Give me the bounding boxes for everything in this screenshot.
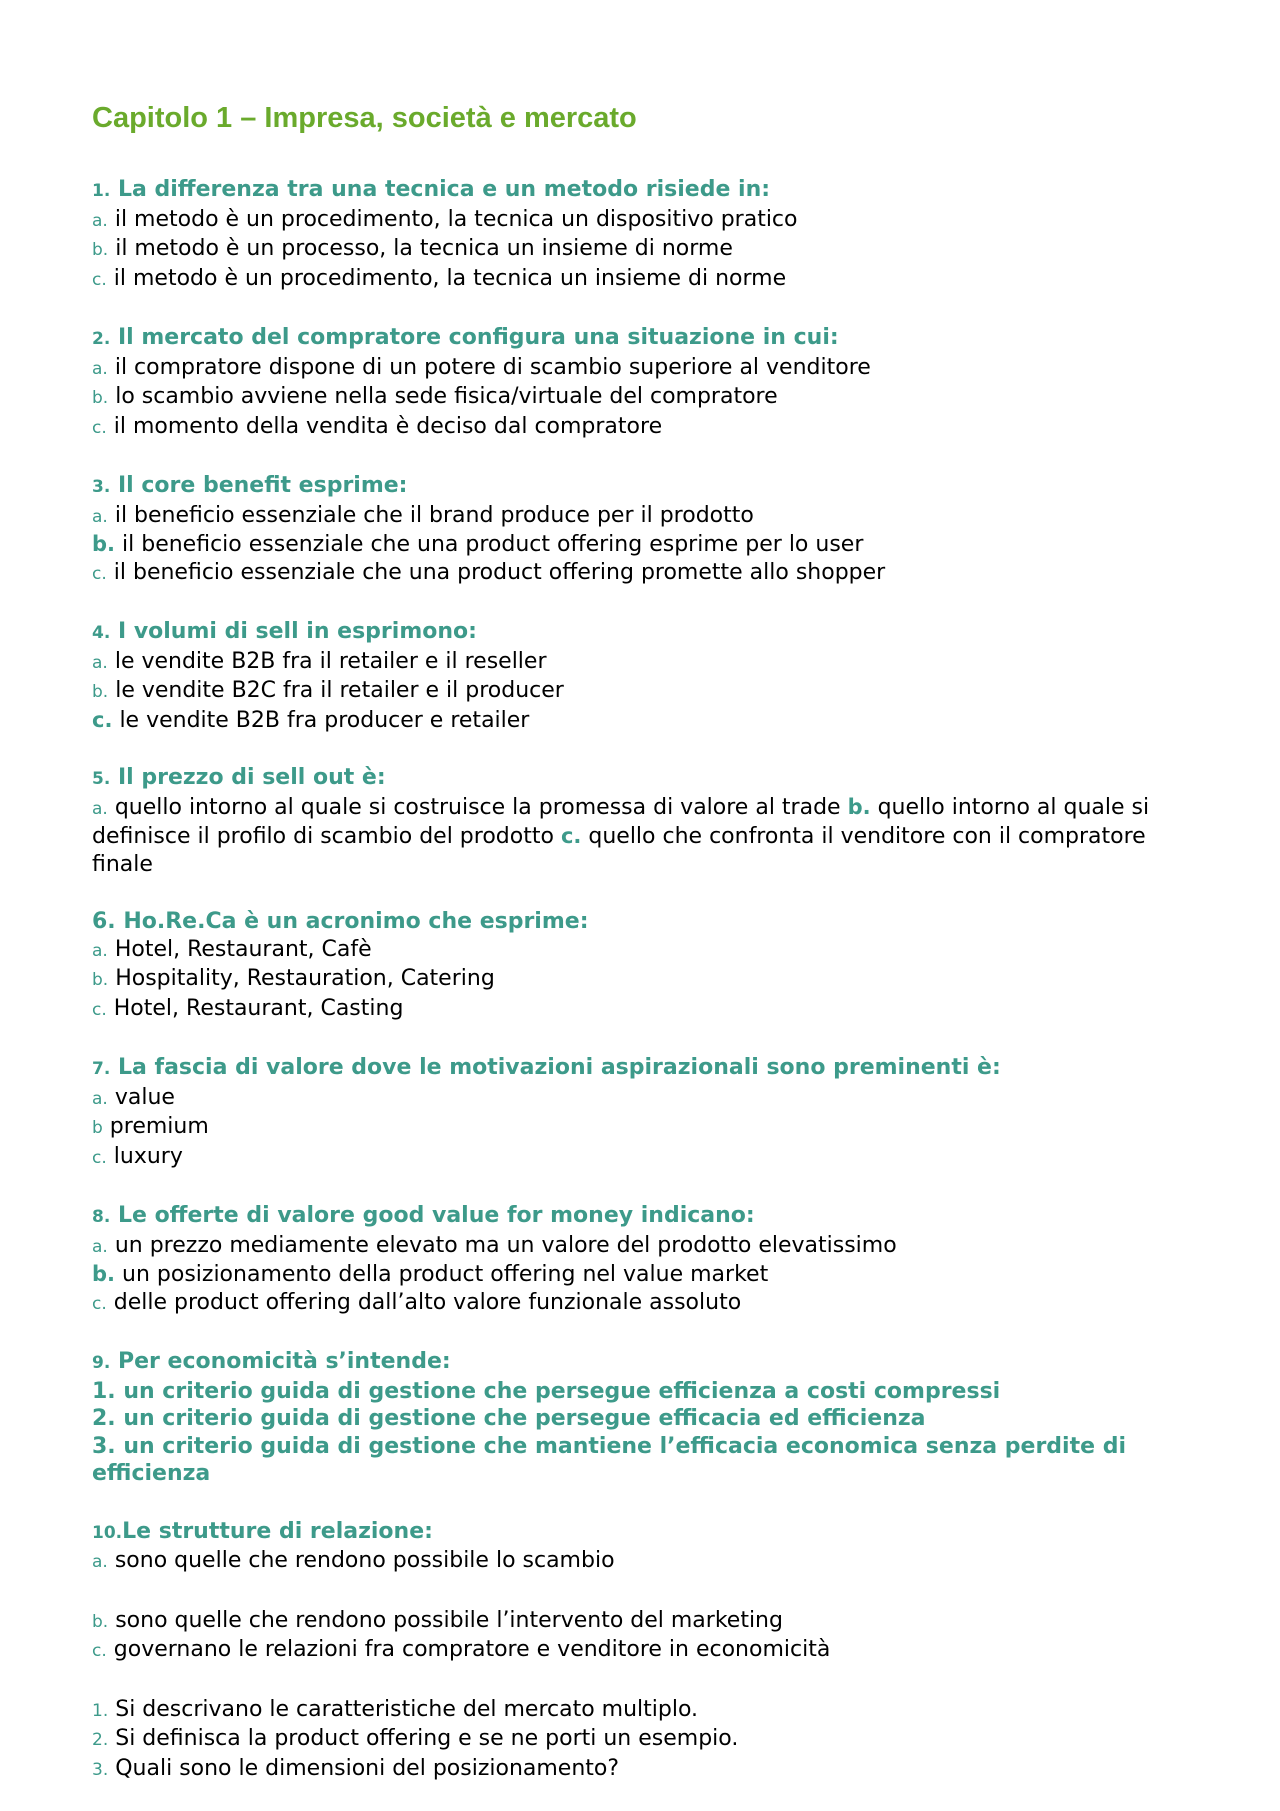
option-text: quello intorno al quale si definisce il profilo di scambio del prodotto <box>92 794 1150 849</box>
question-text: Per economicità s’intende: <box>117 1349 451 1374</box>
option-letter: b. <box>92 1611 109 1632</box>
question-text: Il prezzo di sell out è: <box>117 765 386 790</box>
option-a <box>92 354 1220 384</box>
question-number: 9. <box>92 1353 111 1373</box>
option-a <box>92 936 1220 966</box>
option-3: 3. un criterio guida di gestione che mantiene l’efficacia economica senza perdite di efficienza <box>92 1433 1126 1486</box>
option-text: sono quelle che rendono possibile lo scambio <box>114 1548 615 1573</box>
question-number: 8. <box>92 1207 111 1227</box>
question-number: 2. <box>92 329 111 349</box>
option-c <box>92 1289 1220 1319</box>
question-text: Le offerte di valore good value for money indicano: <box>117 1203 755 1228</box>
question-text: La fascia di valore dove le motivazioni aspirazionali sono preminenti è: <box>117 1055 1001 1080</box>
question-number: 10. <box>92 1522 123 1543</box>
option-text: il beneficio essenziale che una product offering esprime per lo user <box>122 532 864 557</box>
question-heading <box>92 1348 1220 1378</box>
option-c <box>92 265 1220 295</box>
open-question <box>92 1725 1220 1755</box>
option-letter: a. <box>92 1236 108 1257</box>
question-text: Il core benefit esprime: <box>117 473 408 498</box>
option-letter: a. <box>92 1088 108 1109</box>
question-3 <box>92 472 1220 588</box>
option-letter: a. <box>92 798 108 819</box>
question-text: Ho.Re.Ca è un acronimo che esprime: <box>123 909 589 934</box>
option-b <box>92 235 1220 265</box>
question-heading <box>92 1054 1220 1084</box>
option-letter: b. <box>92 970 109 990</box>
option-b <box>92 383 1220 413</box>
option-b <box>92 1261 1220 1289</box>
option-c <box>92 413 1220 443</box>
question-heading <box>92 908 1220 936</box>
question-text: La differenza tra una tecnica e un metodo risiede in: <box>117 177 771 202</box>
option-letter: b. <box>92 682 109 702</box>
option-letter: b. <box>92 388 109 408</box>
question-4 <box>92 618 1220 734</box>
question-7 <box>92 1054 1220 1172</box>
open-question-text: Quali sono le dimensioni del posizionamento? <box>115 1755 620 1781</box>
question-heading <box>92 176 1220 206</box>
option-c <box>92 995 1220 1025</box>
option-text: value <box>114 1084 175 1110</box>
option-a <box>92 1084 1220 1114</box>
question-heading <box>92 764 1220 794</box>
option-letter: c. <box>92 269 107 290</box>
option-c <box>92 707 1220 735</box>
open-question-number: 2. <box>92 1730 109 1750</box>
question-heading <box>92 618 1220 648</box>
open-questions <box>92 1696 1220 1785</box>
option-a <box>92 206 1220 236</box>
question-8 <box>92 1202 1220 1318</box>
open-question-text: Si definisca la product offering e se ne porti un esempio. <box>115 1726 739 1751</box>
question-number: 3. <box>92 477 111 497</box>
open-question <box>92 1696 1220 1726</box>
question-heading <box>92 1202 1220 1232</box>
option-text: un prezzo mediamente elevato ma un valore del prodotto elevatissimo <box>114 1232 897 1258</box>
option-text: le vendite B2C fra il retailer e il producer <box>115 678 564 703</box>
question-6 <box>92 908 1220 1024</box>
option-b <box>92 965 1220 995</box>
option-text: quello che confronta il venditore con il compratore finale <box>92 824 1146 877</box>
option-a <box>92 502 1220 532</box>
option-letter: c. <box>92 563 107 584</box>
options-paragraph <box>92 794 1212 879</box>
option-letter: c. <box>92 417 107 438</box>
open-question-number: 3. <box>92 1759 109 1780</box>
question-10 <box>92 1518 1220 1666</box>
question-number: 1. <box>92 181 111 201</box>
option-b <box>92 1607 1220 1637</box>
open-question-number: 1. <box>92 1700 109 1721</box>
option-text: un posizionamento della product offering nel value market <box>122 1262 769 1287</box>
open-question-text: Si descrivano le caratteristiche del mercato multiplo. <box>115 1696 699 1722</box>
option-letter: c. <box>92 1641 107 1661</box>
question-9 <box>92 1348 1220 1488</box>
option-text: le vendite B2B fra il retailer e il reseller <box>114 648 547 674</box>
option-letter: c. <box>92 999 107 1020</box>
option-b <box>92 531 1220 559</box>
option-a <box>92 1547 1220 1577</box>
option-a <box>92 1232 1220 1262</box>
option-text: governano le relazioni fra compratore e venditore in economicità <box>113 1637 831 1662</box>
option-text: il momento della vendita è deciso dal compratore <box>113 413 663 439</box>
option-b <box>92 1113 1220 1143</box>
question-2 <box>92 324 1220 442</box>
question-number: 4. <box>92 623 111 643</box>
option-c <box>92 559 1220 589</box>
question-heading <box>92 1518 1220 1548</box>
question-text: I volumi di sell in esprimono: <box>117 619 477 644</box>
option-letter: b. <box>847 794 871 819</box>
option-text: lo scambio avviene nella sede fisica/virtuale del compratore <box>115 384 778 409</box>
option-a <box>92 648 1220 678</box>
option-text: le vendite B2B fra producer e retailer <box>119 707 530 733</box>
question-1 <box>92 176 1220 294</box>
open-question <box>92 1755 1220 1785</box>
option-2: 2. un criterio guida di gestione che persegue efficacia ed efficienza <box>92 1406 926 1431</box>
option-text: il beneficio essenziale che una product offering promette allo shopper <box>113 559 886 585</box>
option-letter: c. <box>560 824 582 848</box>
option-text: il metodo è un procedimento, la tecnica un insieme di norme <box>113 265 787 291</box>
option-text: sono quelle che rendono possibile l’intervento del marketing <box>115 1607 783 1633</box>
spacer <box>92 1577 1220 1607</box>
question-text: Il mercato del compratore configura una situazione in cui: <box>117 325 839 350</box>
option-c <box>92 1143 1220 1173</box>
option-text: premium <box>109 1114 209 1139</box>
option-letter: a. <box>92 652 108 673</box>
page-title: Capitolo 1 – Impresa, società e mercato <box>92 102 637 134</box>
option-letter: a. <box>92 940 108 961</box>
question-number: 7. <box>92 1059 111 1079</box>
option-text: Hotel, Restaurant, Casting <box>113 995 404 1021</box>
option-letter: a. <box>92 210 108 231</box>
option-letter: a. <box>92 1552 108 1572</box>
option-text: Hotel, Restaurant, Cafè <box>114 936 372 962</box>
question-text: Le strutture di relazione: <box>122 1518 433 1544</box>
option-letter: b. <box>92 532 116 556</box>
option-1: 1. un criterio guida di gestione che persegue efficienza a costi compressi <box>92 1378 1001 1404</box>
option-letter: a. <box>92 358 108 379</box>
option-text: quello intorno al quale si costruisce la promessa di valore al trade <box>114 794 841 820</box>
question-number: 6. <box>92 909 116 934</box>
option-text: il metodo è un procedimento, la tecnica un dispositivo pratico <box>114 206 798 232</box>
option-text: il metodo è un processo, la tecnica un insieme di norme <box>115 236 733 261</box>
option-text: il beneficio essenziale che il brand produce per il prodotto <box>114 502 754 528</box>
option-letter: c. <box>92 707 113 732</box>
option-text: luxury <box>113 1143 183 1169</box>
question-heading <box>92 324 1220 354</box>
option-text: Hospitality, Restauration, Catering <box>115 966 495 991</box>
option-letter: b. <box>92 1262 116 1286</box>
option-letter: a. <box>92 506 108 527</box>
question-number: 5. <box>92 769 111 789</box>
option-letter: b <box>92 1118 103 1138</box>
option-b <box>92 677 1220 707</box>
option-c <box>92 1636 1220 1666</box>
question-5 <box>92 764 1220 878</box>
option-letter: c. <box>92 1293 107 1314</box>
option-text: il compratore dispone di un potere di scambio superiore al venditore <box>114 354 871 380</box>
option-letter: c. <box>92 1147 107 1168</box>
question-heading <box>92 472 1220 502</box>
option-text: delle product offering dall’alto valore funzionale assoluto <box>113 1289 742 1315</box>
option-letter: b. <box>92 240 109 260</box>
